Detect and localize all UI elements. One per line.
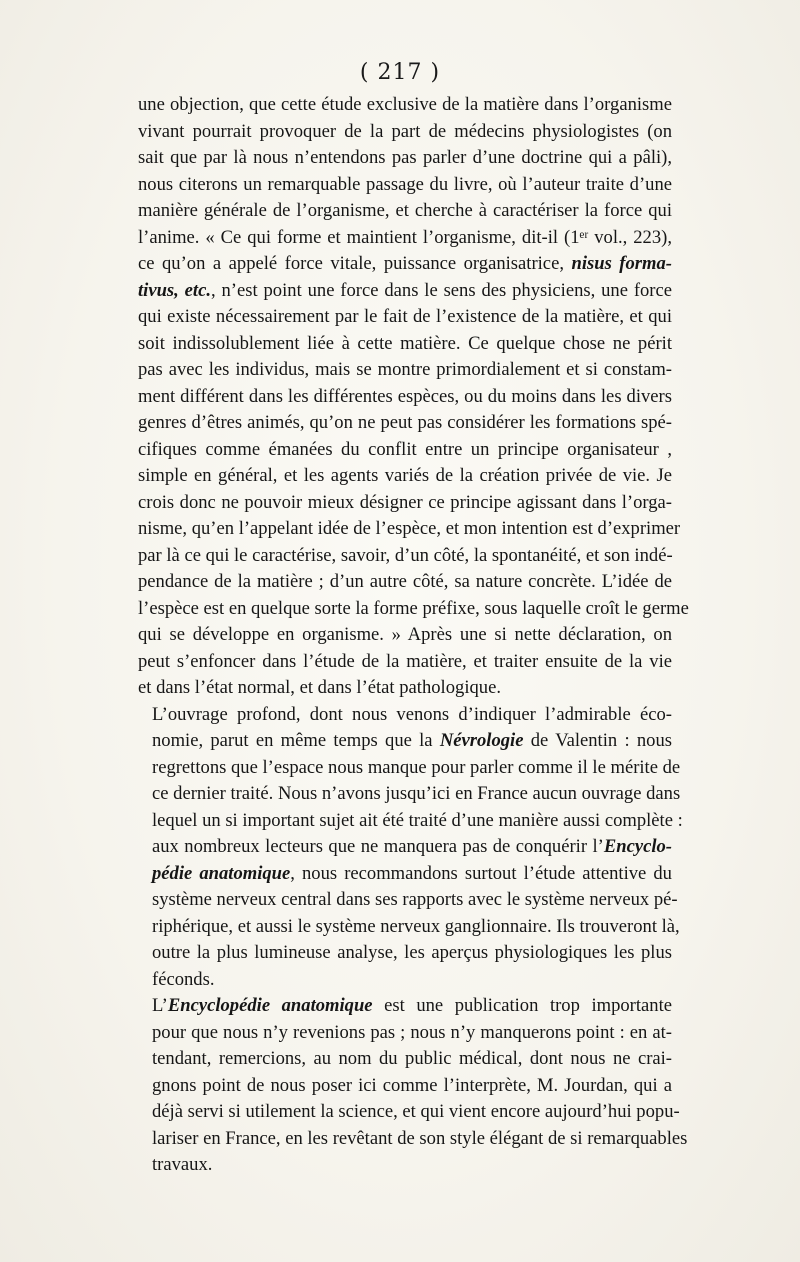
text-line — [138, 1152, 672, 1179]
text-run: pendance de la matière ; d’un autre côté, sa nature concrète. L’idée de — [138, 571, 672, 592]
italic-text: Névrologie — [439, 730, 524, 751]
text-line — [138, 887, 678, 914]
paragraph — [138, 92, 689, 702]
text-run: pas avec les individus, mais se montre primordialement et si constam- — [138, 359, 672, 380]
text-run: pour que nous n’y revenions pas ; nous n’y manquerons point : en at- — [152, 1021, 672, 1043]
text-run: L’ — [152, 995, 168, 1016]
text-run: nous citerons un remarquable passage du livre, où l’auteur traite d’une — [138, 173, 672, 195]
text-run: gnons point de nous poser ici comme l’interprète, M. Jourdan, qui a — [152, 1074, 672, 1096]
text-run: vivant pourrait provoquer de la part de médecins physiologistes (on — [138, 120, 672, 142]
italic-text: tivus, etc. — [138, 279, 211, 301]
text-line — [138, 490, 672, 517]
text-run: ce qu’on a appelé force vitale, puissance organisatrice, — [138, 253, 572, 274]
text-line — [138, 357, 672, 384]
text-line — [138, 1046, 672, 1073]
text-line — [138, 808, 683, 835]
text-line — [138, 384, 672, 411]
text-line — [138, 119, 672, 146]
text-run: cifiques comme émanées du conflit entre un principe organisateur , — [138, 438, 672, 460]
text-line — [138, 1020, 672, 1047]
text-line — [138, 622, 672, 649]
text-run: système nerveux central dans ses rapports avec le système nerveux pé- — [152, 889, 678, 910]
text-run: travaux. — [152, 1154, 213, 1175]
text-line — [138, 1099, 680, 1126]
body-text — [138, 92, 689, 1179]
text-line — [138, 331, 672, 358]
text-line — [138, 225, 672, 252]
text-run: lariser en France, en les revêtant de son style élégant de si remarquables — [152, 1127, 688, 1149]
text-run: par là ce qui le caractérise, savoir, d’un côté, la spontanéité, et son indé- — [138, 544, 673, 566]
text-line — [138, 516, 681, 543]
text-run: sait que par là nous n’entendons pas parler d’une doctrine qui a pâli), — [138, 147, 672, 168]
text-run: nomie, parut en même temps que la — [152, 730, 440, 751]
text-run: L’ouvrage profond, dont nous venons d’indiquer l’admirable éco- — [152, 703, 672, 725]
text-run: riphérique, et aussi le système nerveux ganglionnaire. Ils trouveront là, — [152, 915, 680, 937]
text-run: une objection, que cette étude exclusive de la matière dans l’organisme — [138, 94, 672, 115]
text-line — [138, 702, 672, 729]
text-run: outre la plus lumineuse analyse, les aperçus physiologiques les plus — [152, 942, 672, 963]
text-line — [138, 596, 689, 623]
text-run: peut s’enfoncer dans l’étude de la matière, et traiter ensuite de la vie — [138, 650, 672, 672]
text-line — [138, 967, 672, 994]
text-run: déjà servi si utilement la science, et qui vient encore aujourd’hui popu- — [152, 1101, 680, 1122]
text-run: , n’est point une force dans le sens des physiciens, une force — [211, 279, 673, 301]
text-line — [138, 728, 672, 755]
text-line — [138, 145, 672, 172]
text-run: et dans l’état normal, et dans l’état pathologique. — [138, 677, 501, 698]
page-number: ( 217 ) — [359, 60, 441, 85]
text-run: regrettons que l’espace nous manque pour parler comme il le mérite de — [152, 756, 681, 778]
text-run: soit indissolublement liée à cette matière. Ce quelque chose ne périt — [138, 332, 672, 354]
text-line — [138, 463, 672, 490]
text-line — [138, 198, 672, 225]
text-run: nisme, qu’en l’appelant idée de l’espèce, et mon intention est d’exprimer — [138, 518, 681, 539]
text-run: l’espèce est en quelque sorte la forme préfixe, sous laquelle croît le germe — [138, 597, 689, 619]
text-line — [138, 1126, 688, 1153]
text-line — [138, 278, 672, 305]
text-line — [138, 675, 672, 702]
paragraph — [138, 993, 688, 1179]
text-line — [138, 304, 672, 331]
text-run: qui existe nécessairement par le fait de l’existence de la matière, et qui — [138, 306, 672, 327]
text-line — [138, 755, 681, 782]
text-line — [138, 993, 672, 1020]
text-line — [138, 834, 672, 861]
text-line — [138, 437, 672, 464]
text-line — [138, 569, 672, 596]
text-run: tendant, remercions, au nom du public médical, dont nous ne crai- — [152, 1048, 672, 1069]
text-line — [138, 172, 672, 199]
text-run: lequel un si important sujet ait été traité d’une manière aussi complète : — [152, 809, 683, 831]
text-run: , nous recommandons surtout l’étude attentive du — [290, 862, 672, 884]
text-line — [138, 914, 680, 941]
text-run: de Valentin : nous — [523, 730, 672, 751]
text-run: l’anime. « Ce qui forme et maintient l’organisme, dit-il (1ᵉʳ vol., 223), — [138, 226, 672, 248]
text-run: ment différent dans les différentes espèces, ou du moins dans les divers — [138, 385, 672, 407]
text-run: est une publication trop importante — [372, 995, 673, 1016]
text-line — [138, 251, 672, 278]
italic-text: Encyclopédie anatomique — [167, 995, 373, 1016]
text-line — [138, 543, 672, 570]
text-line — [138, 410, 672, 437]
text-line — [138, 861, 672, 888]
italic-text: pédie anatomique — [152, 862, 291, 884]
text-run: qui se développe en organisme. » Après une si nette déclaration, on — [138, 624, 672, 645]
text-line — [138, 649, 672, 676]
text-run: aux nombreux lecteurs que ne manquera pas de conquérir l’ — [152, 836, 604, 857]
text-line — [138, 781, 681, 808]
italic-text: nisus forma- — [571, 253, 672, 274]
text-run: simple en général, et les agents variés de la création privée de vie. Je — [138, 465, 672, 486]
text-line — [138, 940, 672, 967]
text-run: crois donc ne pouvoir mieux désigner ce principe agissant dans l’orga- — [138, 491, 672, 513]
text-run: genres d’êtres animés, qu’on ne peut pas considérer les formations spé- — [138, 412, 672, 433]
italic-text: Encyclo- — [603, 836, 672, 857]
text-run: ce dernier traité. Nous n’avons jusqu’ici en France aucun ouvrage dans — [152, 783, 681, 804]
text-line — [138, 92, 672, 119]
paragraph — [138, 702, 683, 994]
text-line — [138, 1073, 672, 1100]
text-run: féconds. — [152, 968, 215, 990]
text-run: manière générale de l’organisme, et cherche à caractériser la force qui — [138, 200, 672, 221]
